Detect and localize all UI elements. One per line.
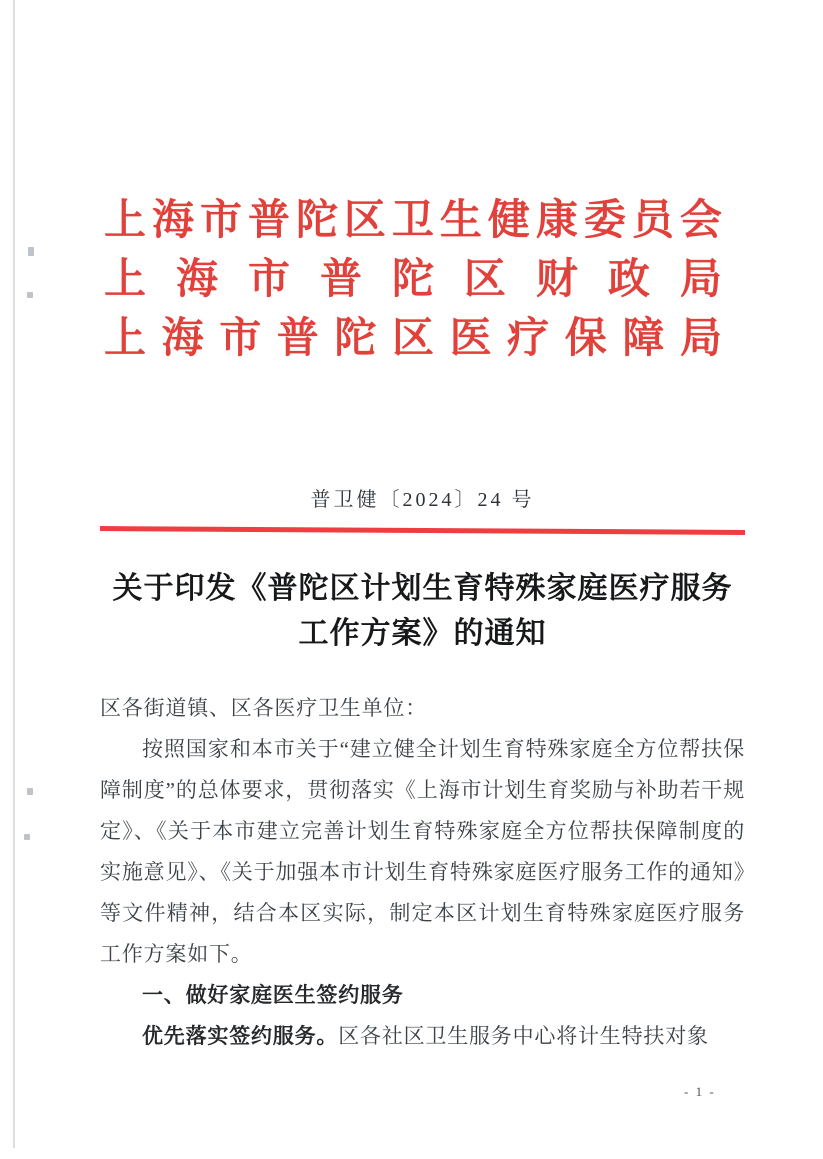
paragraph-1: 按照国家和本市关于“建立健全计划生育特殊家庭全方位帮扶保障制度”的总体要求，贯彻落实《上海市计划生育奖励与补助若干规定》、《关于本市建立完善计划生育特殊家庭全方位帮扶保障制度的实施意见》、《关于加强本市计划生育特殊家庭医疗服务工作的通知》等文件精神，结合本区实际，制定本区计划生育特殊家庭医疗服务工作方案如下。 [100,737,745,966]
section-1-heading: 一、做好家庭医生签约服务 [142,984,404,1007]
scan-speck [27,292,33,298]
letterhead [104,192,722,369]
scan-speck [28,247,34,256]
document-number: 普卫健〔2024〕24 号 [310,489,535,511]
salutation: 区各街道镇、区各医疗卫生单位： [100,696,427,720]
page-number: - 1 - [684,1084,716,1099]
document-body [100,688,745,1057]
issuing-org-health-commission: 上 海 市 普 陀 区 卫 生 健 康 委 员 会 [104,198,722,244]
scan-speck [27,788,33,795]
document-title-line-2: 工作方案》的通知 [298,617,547,650]
paragraph-2-lead: 优先落实签约服务。 [142,1024,339,1048]
paragraph-2 [100,1016,745,1057]
scan-speck [24,834,30,840]
issuing-org-finance-bureau: 上 海 市 普 陀 区 财 政 局 [104,257,722,303]
red-divider-line [100,526,745,535]
issuing-org-medical-security-bureau: 上 海 市 普 陀 区 医 疗 保 障 局 [104,316,722,362]
document-title [90,566,755,656]
document-title-line-1: 关于印发《普陀区计划生育特殊家庭医疗服务 [112,572,733,605]
scan-edge-line [13,0,15,1148]
paragraph-2-rest: 区各社区卫生服务中心将计生特扶对象 [338,1024,709,1048]
